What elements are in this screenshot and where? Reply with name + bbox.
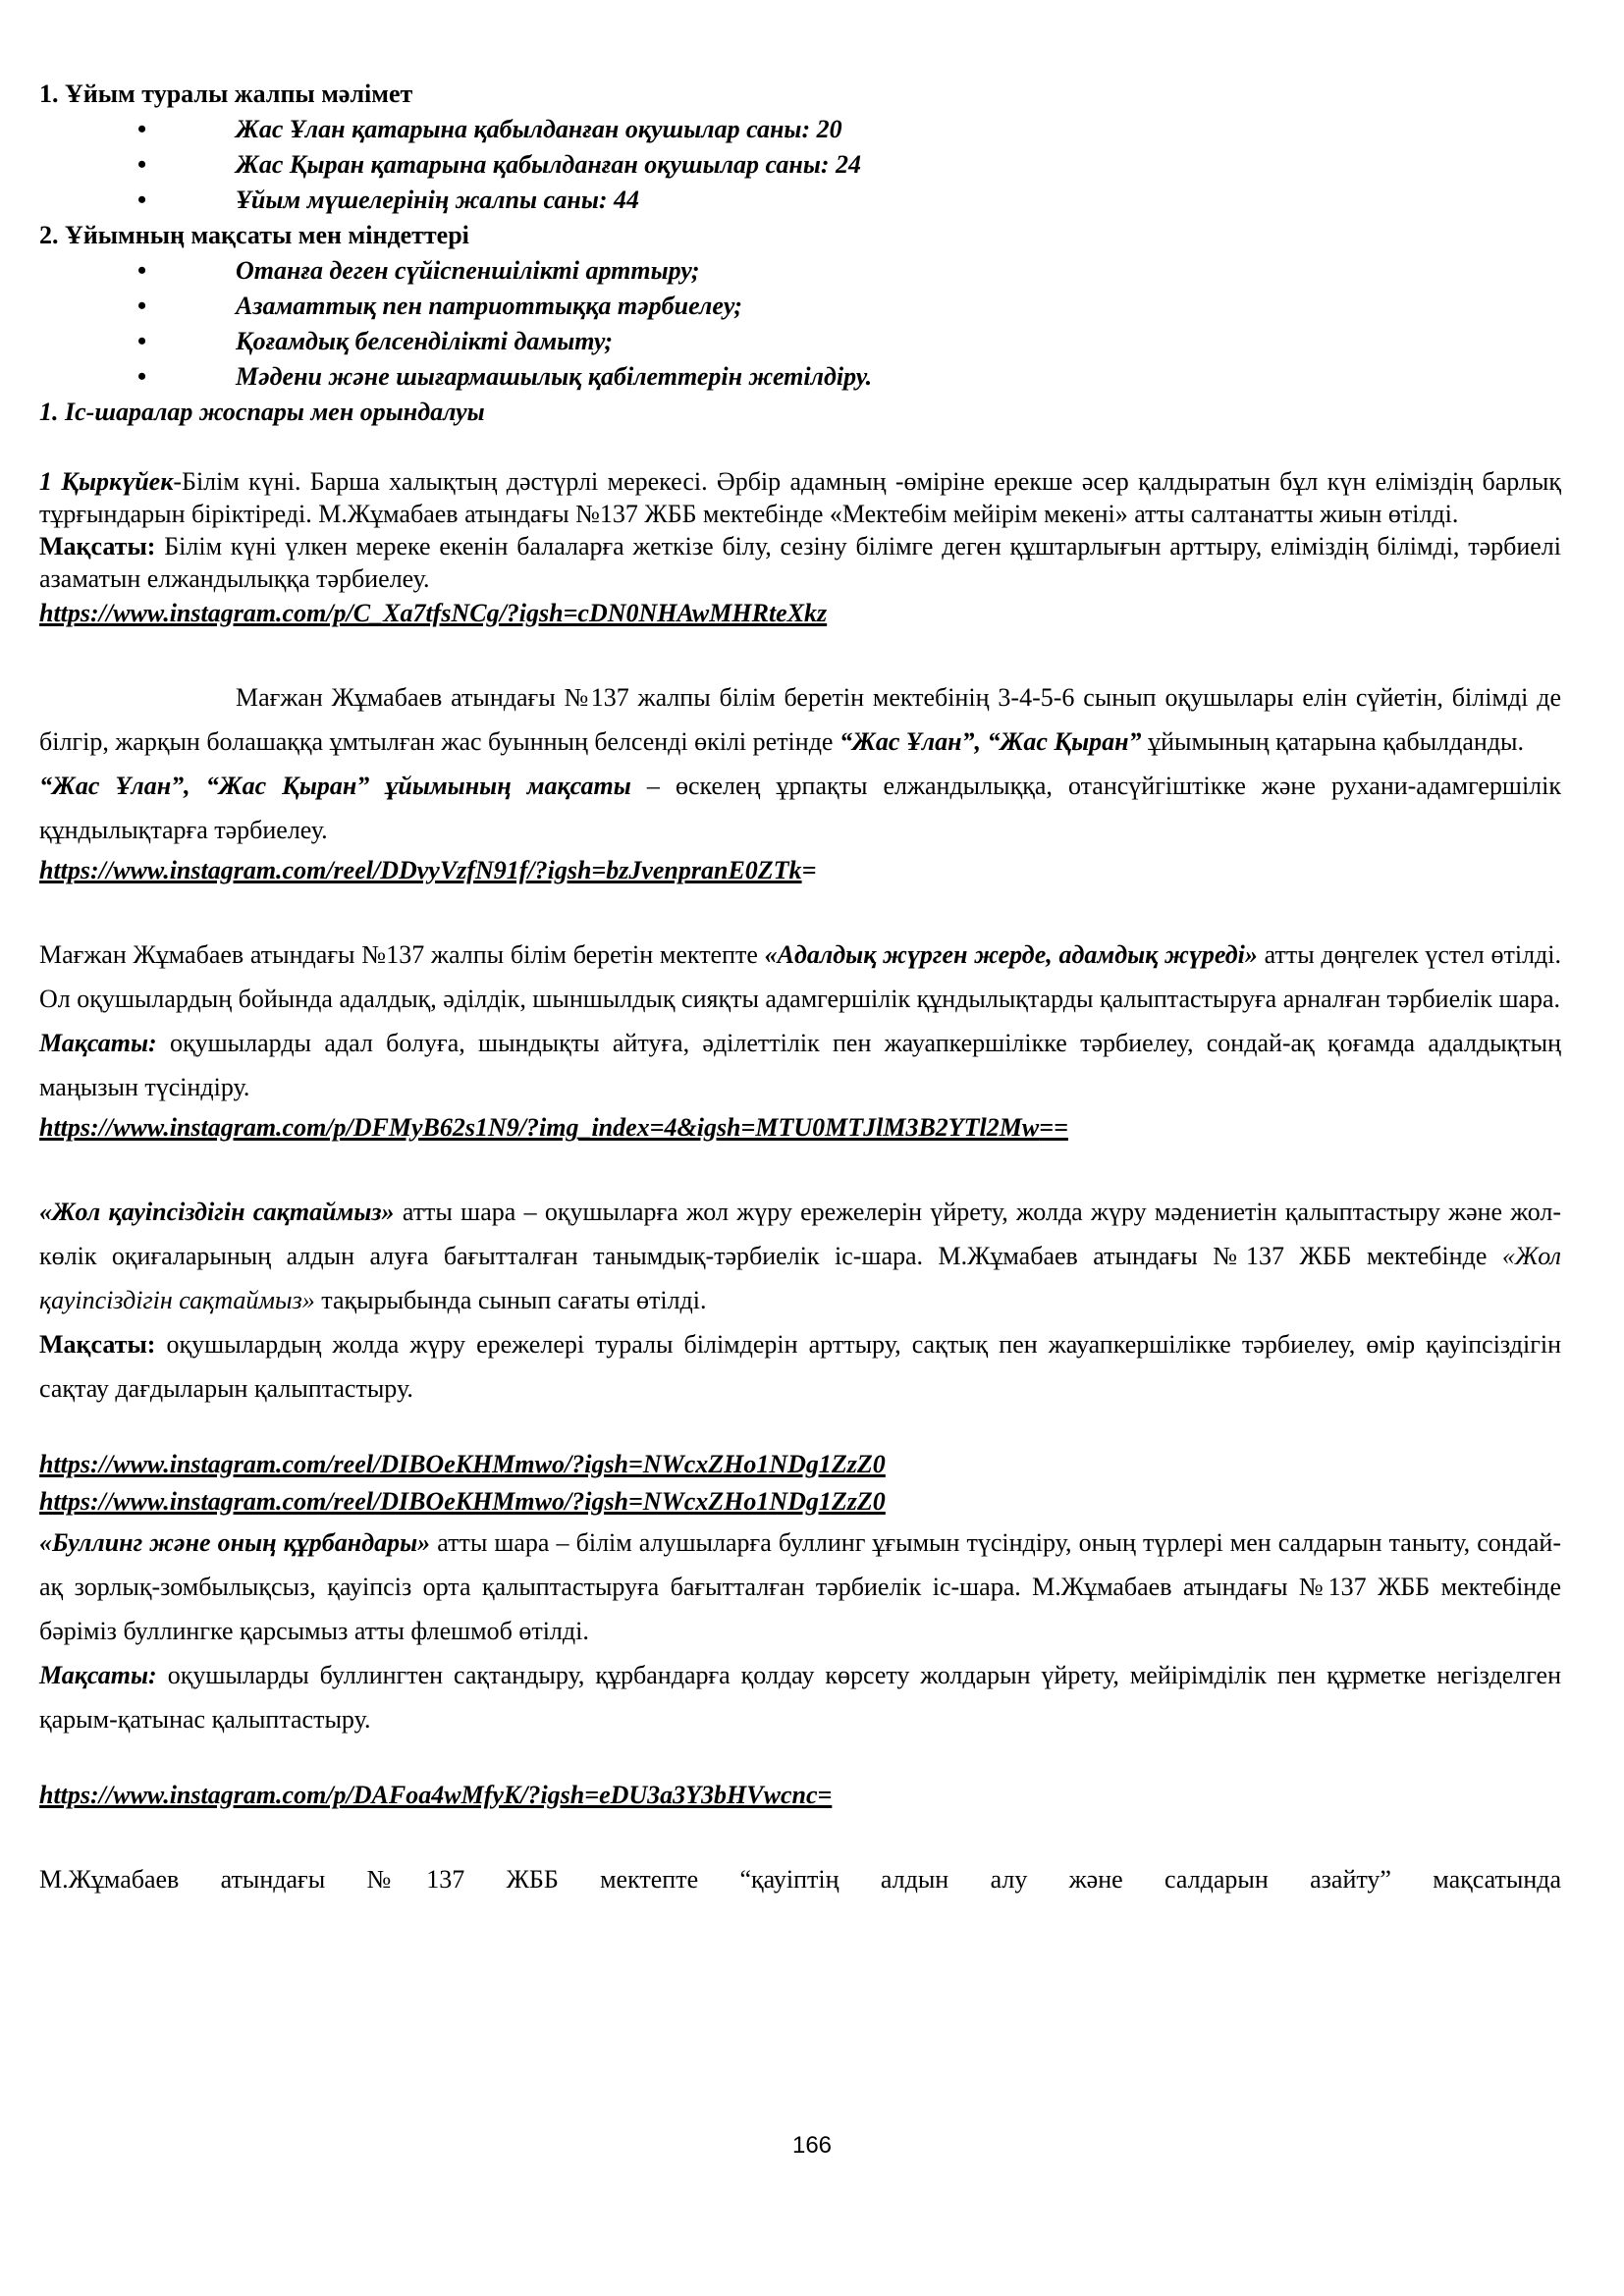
instagram-link[interactable]: https://www.instagram.com/p/DFMyB62s1N9/?img_index=4&igsh=MTU0MTJlM3B2YTl2Mw — [39, 1113, 1040, 1142]
bullet-icon: • — [137, 115, 147, 143]
list-item: • Азаматтық пен патриоттыққа тәрбиелеу; — [39, 289, 1561, 324]
instagram-link-row: https://www.instagram.com/p/DAFoa4wMfyK/?igsh=eDU3a3Y3bHVwcnc= — [39, 1781, 833, 1809]
goal-paragraph: “Жас Ұлан”, “Жас Қыран” ұйымының мақсаты – өскелең ұрпақты елжандылыққа, отансүйгіштікке және рухани-адамгершілік құндылықтарға тәрбиелеу. — [39, 772, 1561, 844]
goal-label: Мақсаты: — [39, 532, 156, 561]
list-item: • Мәдени және шығармашылық қабілеттерін жетілдіру. — [39, 359, 1561, 395]
page-number: 166 — [791, 2132, 833, 2159]
bullet-icon: • — [137, 327, 147, 355]
org-names: “Жас Ұлан”, “Жас Қыран” — [839, 727, 1142, 756]
event-title: «Буллинг және оның құрбандары» — [39, 1528, 431, 1557]
goal-label: “Жас Ұлан”, “Жас Қыран” ұйымының мақсаты — [39, 772, 631, 800]
event-paragraph: Мағжан Жұмабаев атындағы №137 жалпы білім беретін мектепте «Адалдық жүрген жерде, адамдық жүреді» атты дөңгелек үстел өтілді. Ол оқушылардың бойында адалдық, әділдік, шыншылдық сияқты адамгершілік құндылықтарды қалыптастыруға арналған тәрбиелік шара. — [39, 940, 1561, 1013]
goal-label: Мақсаты: — [39, 1661, 157, 1689]
instagram-link[interactable]: https://www.instagram.com/reel/DDvyVzfN91f/?igsh=bzJvenpranE0ZTk — [39, 856, 802, 884]
general-info-list — [39, 112, 1561, 218]
section-heading-general-info: 1. Ұйым туралы жалпы мәлімет — [39, 80, 413, 108]
goals-list — [39, 253, 1561, 395]
event-paragraph: Мағжан Жұмабаев атындағы №137 жалпы білім беретін мектебінің 3-4-5-6 сынып оқушылары елін сүйетін, білімді де білгір, жарқын болашаққа ұмтылған жас буынның белсенді өкілі ретінде “Жас Ұлан”, “Жас Қыран” ұйымының қатарына қабылданды. — [39, 683, 1561, 756]
goal-label: Мақсаты: — [39, 1330, 156, 1359]
bullet-icon: • — [137, 150, 147, 179]
bullet-icon: • — [137, 362, 147, 391]
event-paragraph: М.Жұмабаев атындағы №137 ЖББ мектепте “қауіптің алдын алу және салдарын азайту” мақсатында — [39, 1865, 1561, 1894]
section-heading-events: 1. Іс-шаралар жоспары мен орындалуы — [39, 398, 485, 426]
goal-paragraph: Мақсаты: Білім күні үлкен мереке екенін балаларға жеткізе білу, сезіну білімге деген құштарлығын арттыру, еліміздің білімді, тәрбиелі азаматын елжандылыққа тәрбиелеу. — [39, 532, 1561, 593]
bullet-icon: • — [137, 256, 147, 285]
list-item: • Ұйым мүшелерінің жалпы саны: 44 — [39, 183, 1561, 218]
document-page — [39, 77, 1561, 1901]
list-item: • Жас Ұлан қатарына қабылданған оқушылар саны: 20 — [39, 112, 1561, 147]
goal-label: Мақсаты: — [39, 1029, 157, 1057]
instagram-link-row: https://www.instagram.com/reel/DDvyVzfN91f/?igsh=bzJvenpranE0ZTk= — [39, 856, 817, 884]
instagram-link[interactable]: https://www.instagram.com/p/C_Xa7tfsNCg/?igsh=cDN0NHAwMHRteXkz — [39, 599, 828, 627]
goal-paragraph: Мақсаты: оқушыларды буллингтен сақтандыру, құрбандарға қолдау көрсету жолдарын үйрету, мейірімділік пен құрметке негізделген қарым-қатынас қалыптастыру. — [39, 1661, 1561, 1734]
event-paragraph: 1 Қыркүйек-Білім күні. Барша халықтың дәстүрлі мерекесі. Әрбір адамның -өміріне ерекше әсер қалдыратын бұл күн еліміздің барлық тұрғындарын біріктіреді. М.Жұмабаев атындағы №137 ЖББ мектебінде «Мектебім мейірім мекені» атты салтанатты жиын өтілді. — [39, 467, 1562, 528]
instagram-link[interactable]: https://www.instagram.com/reel/DIBOeKHMmwo/?igsh=NWcxZHo1NDg1ZzZ0 — [39, 1487, 886, 1516]
event-paragraph: «Жол қауіпсіздігін сақтаймыз» атты шара – оқушыларға жол жүру ережелерін үйрету, жолда жүру мәдениетін қалыптастыру және жол-көлік оқиғаларының алдын алуға бағытталған танымдық-тәрбиелік іс-шара. М.Жұмабаев атындағы №137 ЖББ мектебінде «Жол қауіпсіздігін сақтаймыз» тақырыбында сынып сағаты өтілді. — [39, 1198, 1561, 1314]
event-title: «Жол қауіпсіздігін сақтаймыз» — [39, 1198, 395, 1226]
list-item: • Қоғамдық белсенділікті дамыту; — [39, 324, 1561, 359]
goal-paragraph: Мақсаты: оқушылардың жолда жүру ережелері туралы білімдерін арттыру, сақтық пен жауапкершілікке тәрбиелеу, өмір қауіпсіздігін сақтау дағдыларын қалыптастыру. — [39, 1330, 1561, 1403]
section-heading-goals: 2. Ұйымның мақсаты мен міндеттері — [39, 221, 469, 249]
instagram-link-row: https://www.instagram.com/p/DFMyB62s1N9/?img_index=4&igsh=MTU0MTJlM3B2YTl2Mw== — [39, 1113, 1068, 1142]
event-title: «Адалдық жүрген жерде, адамдық жүреді» — [764, 940, 1258, 969]
event-date: 1 Қыркүйек — [39, 467, 174, 496]
goal-paragraph: Мақсаты: оқушыларды адал болуға, шындықты айтуға, әділеттілік пен жауапкершілікке тәрбиелеу, сондай-ақ қоғамда адалдықтың маңызын түсіндіру. — [39, 1029, 1561, 1101]
bullet-icon: • — [137, 186, 147, 214]
instagram-link[interactable]: https://www.instagram.com/p/DAFoa4wMfyK/?igsh=eDU3a3Y3bHVwcnc — [39, 1781, 818, 1809]
event-paragraph: «Буллинг және оның құрбандары» атты шара – білім алушыларға буллинг ұғымын түсіндіру, оның түрлері мен салдарын таныту, сондай-ақ зорлық-зомбылықсыз, қауіпсіз орта қалыптастыруға бағытталған тәрбиелік іс-шара. М.Жұмабаев атындағы №137 ЖББ мектебінде бәріміз буллингке қарсымыз атты флешмоб өтілді. — [39, 1528, 1561, 1645]
instagram-link[interactable]: https://www.instagram.com/reel/DIBOeKHMmwo/?igsh=NWcxZHo1NDg1ZzZ0 — [39, 1450, 886, 1478]
list-item: • Жас Қыран қатарына қабылданған оқушылар саны: 24 — [39, 147, 1561, 183]
list-item: • Отанға деген сүйіспеншілікті арттыру; — [39, 253, 1561, 289]
bullet-icon: • — [137, 292, 147, 320]
